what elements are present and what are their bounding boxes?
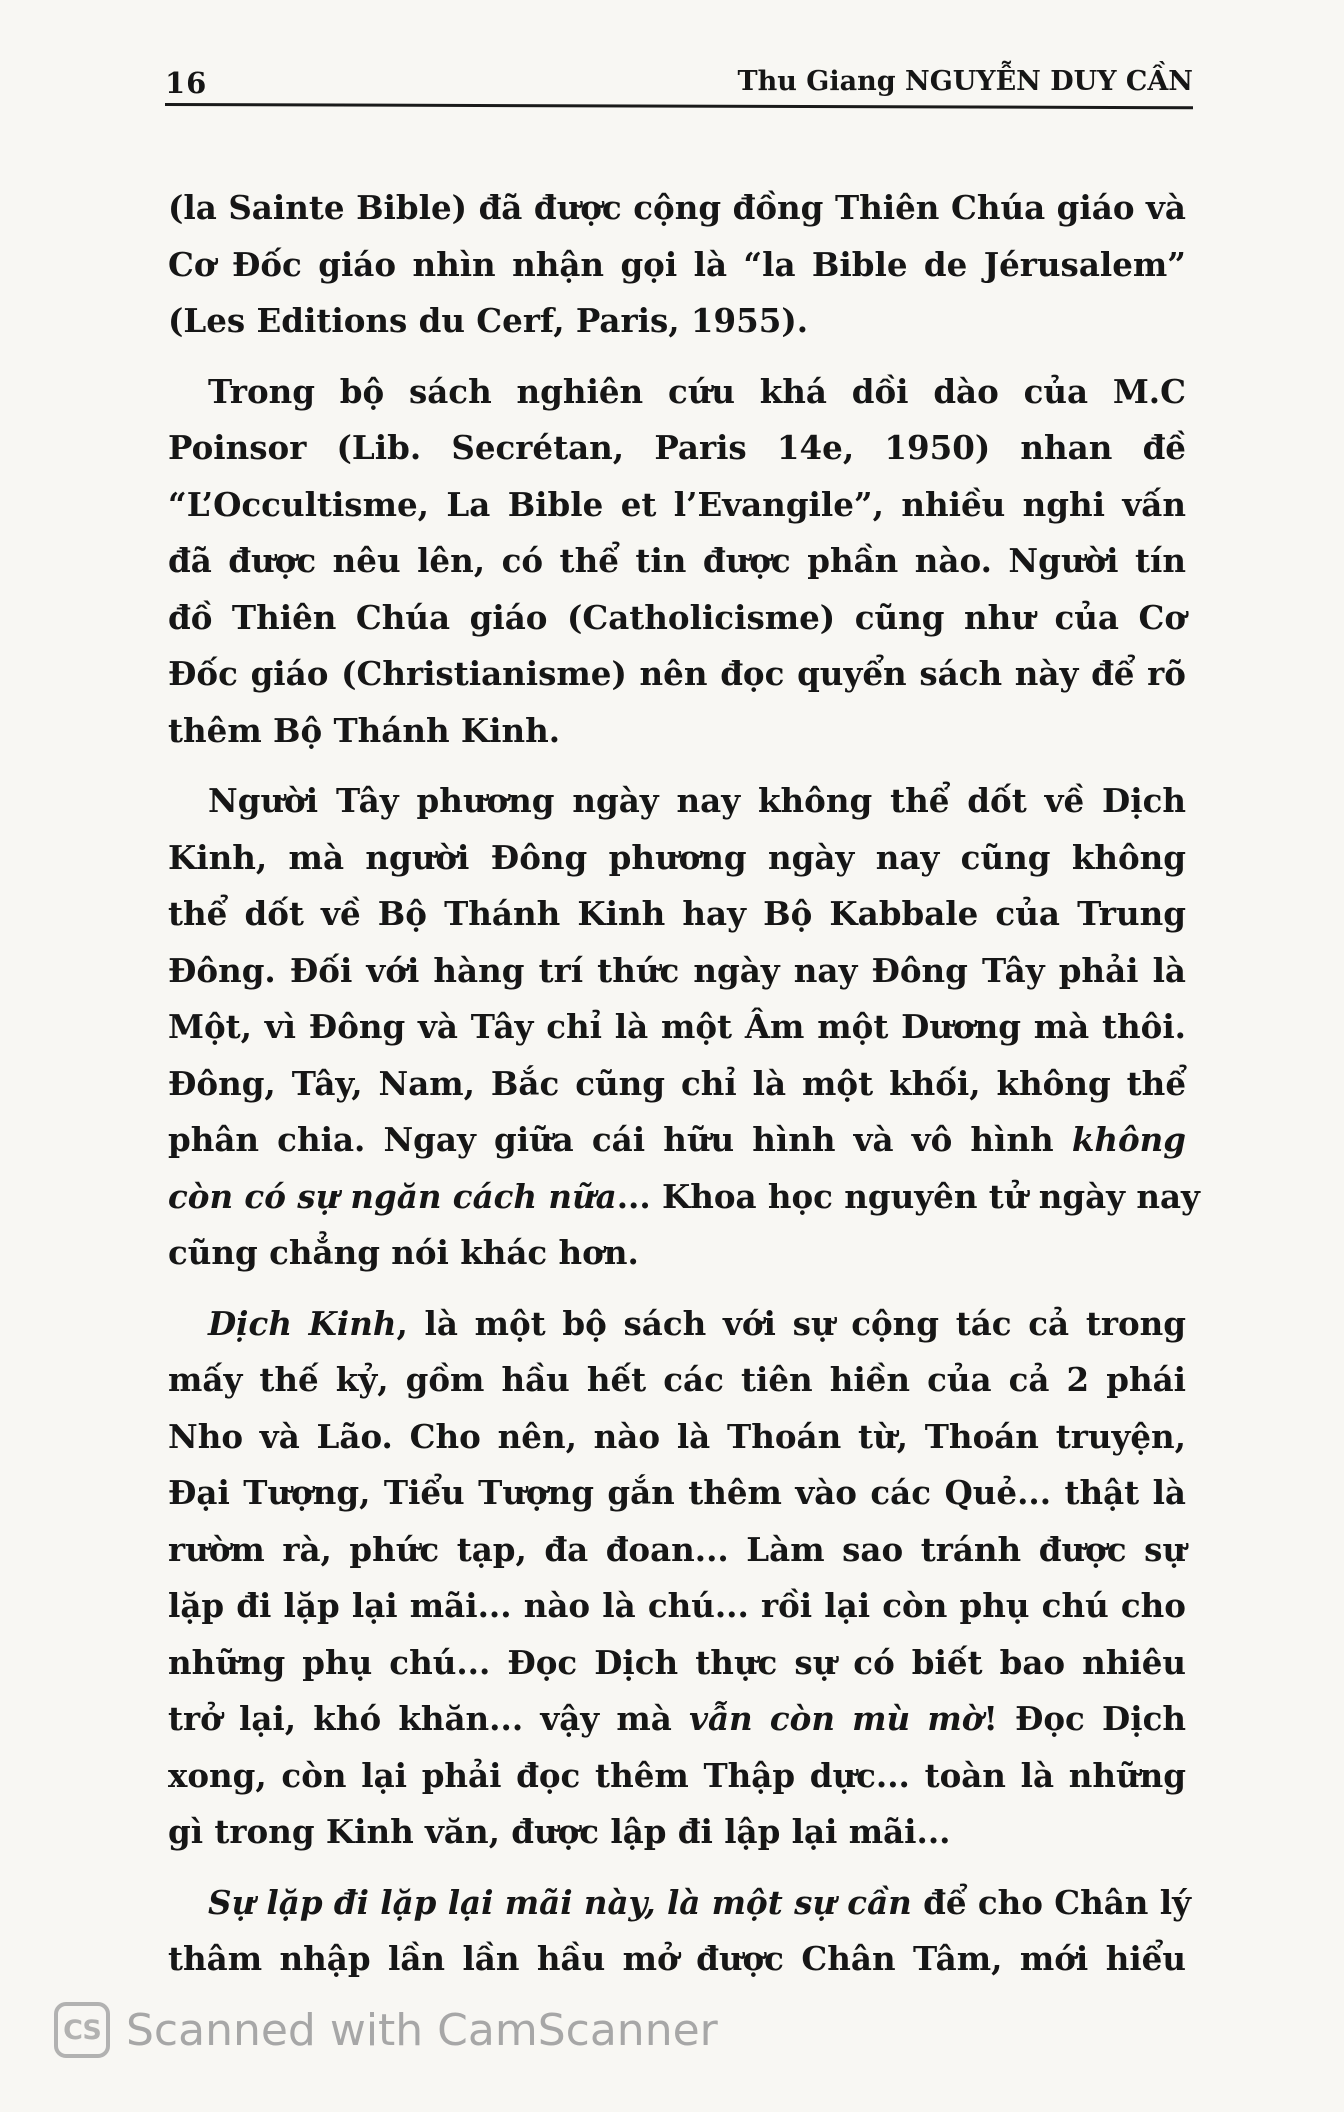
italic-text: Sự lặp đi lặp lại mãi này, là một sự cần [208, 1882, 912, 1922]
paragraph-1 [168, 180, 1186, 350]
body-text [168, 180, 1200, 2002]
camscanner-watermark [54, 2000, 718, 2060]
watermark-text: Scanned with CamScanner [126, 2004, 718, 2056]
italic-text: Dịch Kinh [208, 1303, 397, 1343]
text-segment: , là một bộ sách với sự cộng tác cả trong [396, 1303, 1186, 1343]
text-line: Đại Tượng, Tiểu Tượng gắn thêm vào các Quẻ... thật là [168, 1473, 1186, 1512]
text-segment: trở lại, khó khăn... vậy mà [168, 1699, 672, 1738]
page-header [165, 66, 1193, 118]
text-line: thêm Bộ Thánh Kinh. [168, 710, 561, 750]
text-line: thể dốt về Bộ Thánh Kinh hay Bộ Kabbale của Trung [168, 894, 1186, 933]
page-number: 16 [165, 66, 208, 100]
running-head: Thu Giang NGUYỄN DUY CẦN [737, 66, 1193, 97]
paragraph-4 [168, 1296, 1186, 1861]
text-line: đồ Thiên Chúa giáo (Catholicisme) cũng như của Cơ [168, 597, 1186, 637]
text-line: Người Tây phương ngày nay không thể dốt về Dịch [208, 781, 1186, 820]
text-line: lặp đi lặp lại mãi... nào là chú... rồi lại còn phụ chú cho [168, 1586, 1186, 1625]
text-line: đã được nêu lên, có thể tin được phần nào. Người tín [168, 541, 1186, 580]
camscanner-logo-icon: CS [54, 2002, 110, 2058]
text-line-mixed [168, 1112, 1186, 1169]
text-line: Đông. Đối với hàng trí thức ngày nay Đông Tây phải là [168, 950, 1186, 990]
text-segment: phân chia. Ngay giữa cái hữu hình và vô hình [168, 1120, 1054, 1159]
text-line: xong, còn lại phải đọc thêm Thập dực... toàn là những [168, 1755, 1186, 1795]
text-line-mixed [168, 1691, 1186, 1748]
text-line: (Les Editions du Cerf, Paris, 1955). [168, 301, 809, 340]
text-line: Poinsor (Lib. Secrétan, Paris 14e, 1950) nhan đề [168, 428, 1186, 467]
text-line-mixed [168, 1296, 1186, 1353]
text-line: mấy thế kỷ, gồm hầu hết các tiên hiền của cả 2 phái [168, 1360, 1186, 1399]
text-segment: ... Khoa học nguyên tử ngày nay [616, 1176, 1200, 1216]
text-segment: ! Đọc Dịch [983, 1699, 1186, 1738]
text-line-mixed [168, 1169, 1200, 1226]
text-line: (la Sainte Bible) đã được cộng đồng Thiên Chúa giáo và [168, 188, 1186, 227]
text-line: Đông, Tây, Nam, Bắc cũng chỉ là một khối, không thể [168, 1063, 1186, 1103]
italic-text: không [1071, 1120, 1186, 1159]
text-line: những phụ chú... Đọc Dịch thực sự có biết bao nhiêu [168, 1642, 1186, 1682]
text-line: cũng chẳng nói khác hơn. [168, 1233, 639, 1272]
italic-text: còn có sự ngăn cách nữa [168, 1176, 617, 1216]
text-line: Trong bộ sách nghiên cứu khá dồi dào của M.C [208, 371, 1186, 411]
text-line: gì trong Kinh văn, được lập đi lập lại mãi... [168, 1812, 951, 1851]
italic-text: vẫn còn mù mờ [689, 1699, 984, 1738]
text-segment: để cho Chân lý [923, 1882, 1191, 1922]
text-line: rườm rà, phức tạp, đa đoan... Làm sao tránh được sự [168, 1529, 1186, 1569]
text-line: Đốc giáo (Christianisme) nên đọc quyển sách này để rõ [168, 654, 1186, 693]
paragraph-5 [168, 1875, 1191, 1988]
text-line: Một, vì Đông và Tây chỉ là một Âm một Dương mà thôi. [168, 1007, 1186, 1046]
paragraph-2 [168, 364, 1186, 760]
text-line: Cơ Đốc giáo nhìn nhận gọi là “la Bible de Jérusalem” [168, 244, 1186, 284]
text-line: thâm nhập lần lần hầu mở được Chân Tâm, mới hiểu [168, 1939, 1186, 1978]
text-line: Kinh, mà người Đông phương ngày nay cũng không [168, 837, 1186, 877]
text-line: Nho và Lão. Cho nên, nào là Thoán từ, Thoán truyện, [168, 1416, 1186, 1456]
text-line: “L’Occultisme, La Bible et l’Evangile”, nhiều nghi vấn [168, 484, 1186, 524]
text-line-mixed [168, 1875, 1191, 1932]
paragraph-3 [168, 773, 1200, 1282]
